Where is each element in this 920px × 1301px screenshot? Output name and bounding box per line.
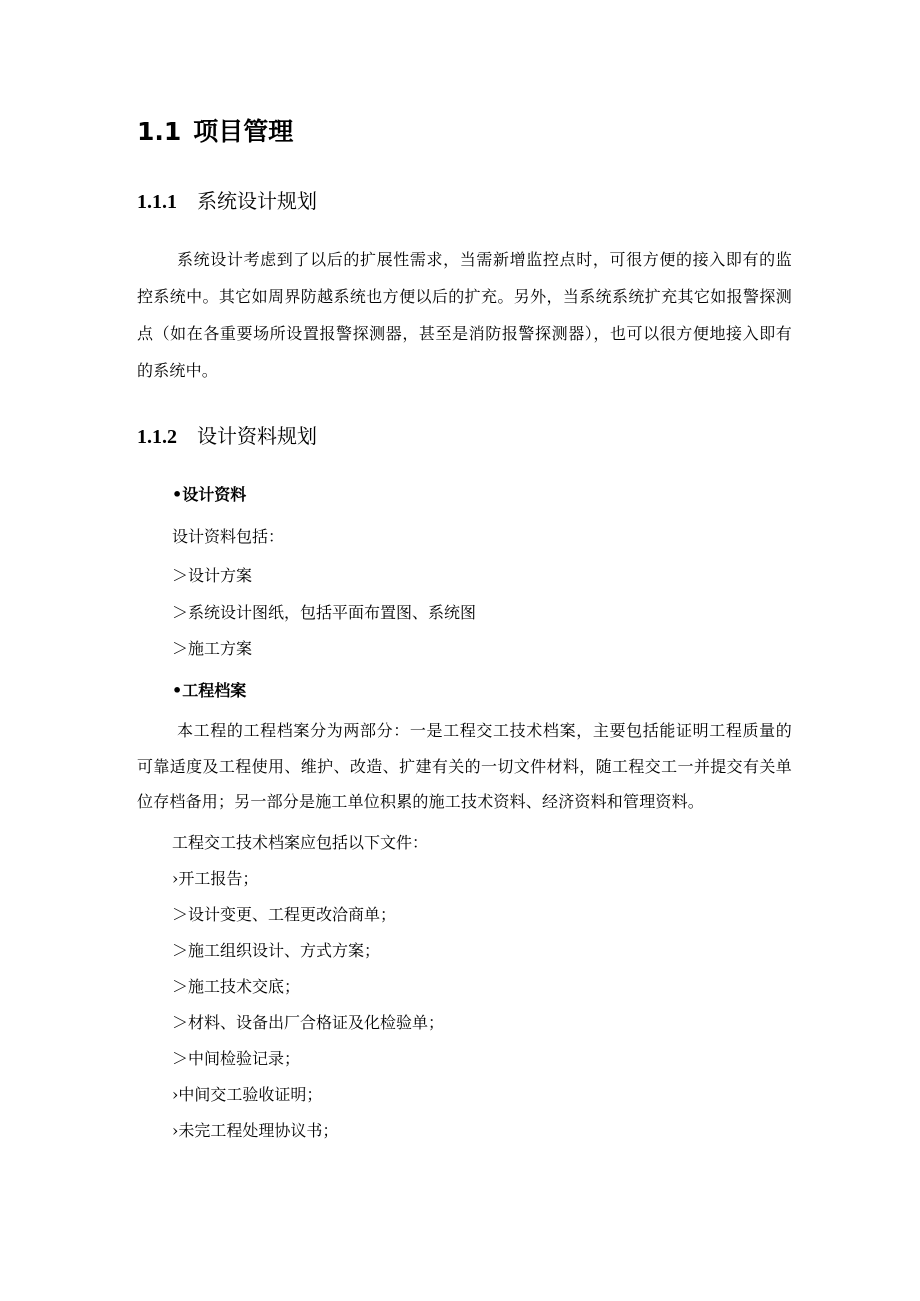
section-heading [137, 114, 293, 150]
archives-paragraph: 本工程的工程档案分为两部分：一是工程交工技术档案，主要包括能证明工程质量的可靠适度及工程使用、维护、改造、扩建有关的一切文件材料，随工程交工一并提交有关单位存档备用；另一部分是施工单位积累的施工技术资料、经济资料和管理资料。 [137, 721, 792, 811]
list-item: ＞施工方案 [172, 639, 253, 658]
list-item: ＞材料、设备出厂合格证及化检验单； [172, 1013, 445, 1032]
subsection-number-1: 1.1.1 [137, 191, 177, 213]
list-item: ＞施工组织设计、方式方案； [172, 941, 381, 960]
design-docs-intro: 设计资料包括： [172, 527, 285, 546]
subsection-heading-1 [137, 186, 317, 217]
subsection-title-2: 设计资料规划 [197, 424, 317, 448]
list-item: ＞设计变更、工程更改洽商单； [172, 905, 397, 924]
list-item: ›开工报告； [172, 869, 259, 888]
subsection-number-2: 1.1.2 [137, 426, 177, 448]
subsection-title-1: 系统设计规划 [197, 189, 317, 213]
list-item: ›未完工程处理协议书； [172, 1121, 339, 1140]
list-item: ＞施工技术交底； [172, 977, 301, 996]
list-item: ＞中间检验记录； [172, 1049, 301, 1068]
list-item: ＞系统设计图纸，包括平面布置图、系统图 [172, 603, 477, 622]
subsection-heading-2 [137, 421, 317, 452]
section-number: 1.1 [137, 117, 182, 146]
archives-intro: 工程交工技术档案应包括以下文件： [172, 833, 429, 852]
list-item: ＞设计方案 [172, 566, 253, 585]
section-title: 项目管理 [193, 117, 294, 146]
system-design-paragraph: 系统设计考虑到了以后的扩展性需求，当需新增监控点时，可很方便的接入即有的监控系统中。其它如周界防越系统也方便以后的扩充。另外，当系统系统扩充其它如报警探测点（如在各重要场所设置报警探测器，甚至是消防报警探测器），也可以很方便地接入即有的系统中。 [137, 250, 792, 380]
design-docs-heading: •设计资料 [172, 485, 247, 504]
list-item: ›中间交工验收证明； [172, 1085, 323, 1104]
archives-heading: •工程档案 [172, 681, 247, 700]
